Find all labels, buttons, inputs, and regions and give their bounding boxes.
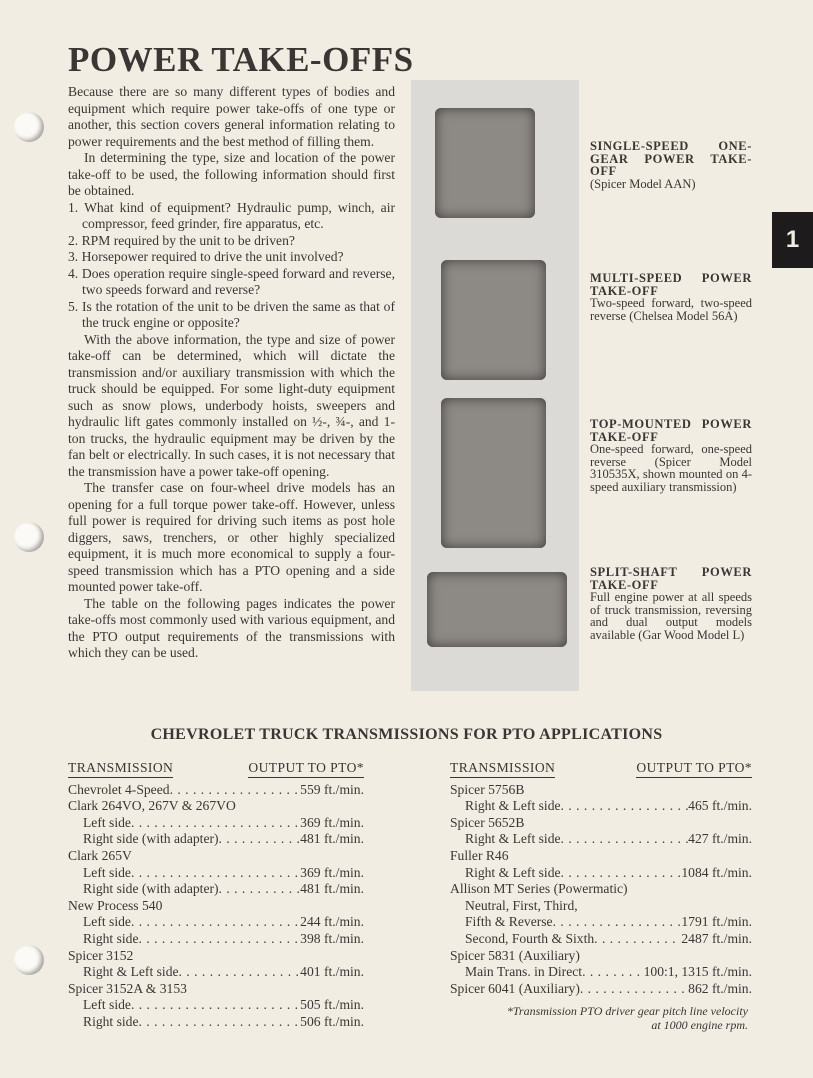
row-output: 505 ft./min. (300, 997, 364, 1013)
dot-leader (219, 831, 301, 848)
table-row (68, 981, 364, 998)
table-row (68, 931, 364, 948)
row-transmission: Spicer 5756B (450, 781, 525, 797)
table-row (450, 798, 752, 815)
row-output: 1084 ft./min. (681, 864, 752, 880)
caption-text: Two-speed forward, two-speed reverse (Chelsea Model 56A) (590, 296, 752, 323)
table-row (450, 815, 752, 832)
row-transmission: Right side (83, 930, 139, 946)
row-transmission: Right side (with adapter) (83, 881, 219, 897)
caption-heading: MULTI-SPEED POWER TAKE-OFF (590, 271, 752, 298)
row-transmission: Main Trans. in Direct (465, 964, 583, 980)
row-output: 862 ft./min. (688, 980, 752, 996)
row-output: 1791 ft./min. (681, 914, 752, 930)
table-row (68, 881, 364, 898)
row-output: 100:1, 1315 ft./min. (643, 964, 752, 980)
header-output: OUTPUT TO PTO* (248, 760, 364, 778)
table-row (450, 782, 752, 799)
dot-leader (131, 815, 300, 832)
table-row (450, 964, 752, 981)
row-transmission: Clark 264VO, 267V & 267VO (68, 798, 236, 814)
caption-text: Full engine power at all speeds of truck transmission, reversing and dual output models available (Gar Wood Model L) (590, 590, 752, 642)
binder-hole (14, 112, 44, 142)
row-output: 481 ft./min. (300, 881, 364, 897)
table-right-column (450, 760, 752, 997)
intro-text (68, 84, 395, 662)
table-title: CHEVROLET TRUCK TRANSMISSIONS FOR PTO APPLICATIONS (150, 726, 663, 743)
caption-text: (Spicer Model AAN) (590, 176, 696, 191)
row-output: 465 ft./min. (688, 798, 752, 814)
row-transmission: Spicer 6041 (Auxiliary) (450, 980, 580, 996)
row-output: 369 ft./min. (300, 814, 364, 830)
paragraph: The transfer case on four-wheel drive models has an opening for a full torque power take-off. However, unless full power is required for driving such items as post hole diggers, saws, trenchers, or other highly specialized equipment, it is much more economical to supply a four-speed transmission which has a PTO opening and a side mounted power take-off. (68, 480, 395, 594)
row-transmission: Spicer 5652B (450, 814, 525, 830)
multi-speed-pto-image (441, 260, 546, 380)
caption-split-shaft (590, 566, 752, 641)
binder-hole (14, 945, 44, 975)
dot-leader (561, 865, 682, 882)
table-footnote (450, 1004, 748, 1032)
table-row (68, 964, 364, 981)
paragraph: The table on the following pages indicates the power take-offs most commonly used with various equipment, and the PTO output requirements of the transmissions with which they can be used. (68, 595, 395, 660)
row-transmission: Right & Left side (83, 964, 179, 980)
list-item: 5. Is the rotation of the unit to be driven the same as that of the truck engine or opposite? (68, 298, 395, 330)
table-row (68, 848, 364, 865)
list-item: 4. Does operation require single-speed forward and reverse, two speeds forward and reverse? (68, 265, 395, 297)
row-transmission: Spicer 3152A & 3153 (68, 980, 187, 996)
pto-photo-panel (411, 80, 579, 691)
row-transmission: Left side (83, 914, 131, 930)
row-transmission: Left side (83, 864, 131, 880)
row-transmission: Right & Left side (465, 798, 561, 814)
row-transmission: Fuller R46 (450, 847, 509, 863)
dot-leader (170, 782, 301, 799)
dot-leader (131, 914, 300, 931)
dot-leader (131, 997, 300, 1014)
row-transmission: Right side (with adapter) (83, 831, 219, 847)
table-row (68, 815, 364, 832)
caption-top-mounted (590, 418, 752, 493)
list-item: 3. Horsepower required to drive the unit involved? (68, 249, 344, 264)
row-transmission: Spicer 5831 (Auxiliary) (450, 947, 580, 963)
row-output: 559 ft./min. (300, 781, 364, 797)
split-shaft-pto-image (427, 572, 567, 647)
dot-leader (179, 964, 301, 981)
table-row (68, 865, 364, 882)
table-row (450, 865, 752, 882)
list-item: 2. RPM required by the unit to be driven? (68, 232, 295, 248)
table-row (450, 948, 752, 965)
header-output: OUTPUT TO PTO* (636, 760, 752, 778)
table-row (68, 898, 364, 915)
dot-leader (553, 914, 682, 931)
top-mounted-pto-image (441, 398, 546, 548)
table-row (450, 898, 752, 915)
footnote-line: at 1000 engine rpm. (651, 1018, 748, 1032)
table-row (68, 948, 364, 965)
caption-heading: SPLIT-SHAFT POWER TAKE-OFF (590, 565, 752, 592)
row-output: 244 ft./min. (300, 914, 364, 930)
dot-leader (580, 981, 688, 998)
paragraph: With the above information, the type and size of power take-off can be determined, which will dictate the transmission and/or auxiliary transmission with which the truck should be equipped. For some light-duty equipment such as snow plows, underbody hoists, sweepers and hydraulic lift gates commonly installed on ½-, ¾-, and 1-ton trucks, the hydraulic equipment may be driven by the fan belt or electrically. In such cases, it is not necessary that the transmission have a power take-off opening. (68, 331, 395, 479)
dot-leader (131, 865, 300, 882)
section-tab: 1 (772, 212, 813, 268)
row-output: 401 ft./min. (300, 964, 364, 980)
row-transmission: Left side (83, 814, 131, 830)
row-output: 506 ft./min. (300, 1013, 364, 1029)
row-transmission: Right & Left side (465, 864, 561, 880)
header-transmission: TRANSMISSION (68, 760, 173, 778)
dot-leader (561, 798, 689, 815)
table-row (68, 831, 364, 848)
table-row (68, 914, 364, 931)
row-transmission: Neutral, First, Third, (465, 897, 578, 913)
row-transmission: Allison MT Series (Powermatic) (450, 881, 628, 897)
table-header (450, 760, 752, 778)
row-output: 369 ft./min. (300, 864, 364, 880)
table-row (450, 981, 752, 998)
table-row (450, 848, 752, 865)
row-transmission: Spicer 3152 (68, 947, 134, 963)
dot-leader (139, 931, 301, 948)
row-transmission: Right & Left side (465, 831, 561, 847)
table-left-column (68, 760, 364, 1031)
table-row (68, 798, 364, 815)
table-row (450, 931, 752, 948)
paragraph: Because there are so many different types of bodies and equipment which require power take-offs of one type or another, this section covers general information relating to power requirements and the best method of filling them. (68, 84, 395, 149)
row-transmission: Chevrolet 4-Speed (68, 781, 170, 797)
row-transmission: Clark 265V (68, 847, 132, 863)
table-row (68, 782, 364, 799)
row-transmission: New Process 540 (68, 897, 163, 913)
header-transmission: TRANSMISSION (450, 760, 555, 778)
table-row (450, 881, 752, 898)
dot-leader (582, 964, 644, 981)
table-row (68, 997, 364, 1014)
dot-leader (561, 831, 689, 848)
table-row (68, 1014, 364, 1031)
row-transmission: Second, Fourth & Sixth (465, 930, 595, 946)
single-speed-pto-image (435, 108, 535, 218)
caption-heading: SINGLE-SPEED ONE-GEAR POWER TAKE-OFF (590, 139, 752, 178)
caption-text: One-speed forward, one-speed reverse (Spicer Model 310535X, shown mounted on 4-speed auxiliary transmission) (590, 442, 752, 494)
footnote-line: *Transmission PTO driver gear pitch line velocity (506, 1004, 748, 1018)
dot-leader (219, 881, 301, 898)
page-title: POWER TAKE-OFFS (68, 40, 414, 79)
row-transmission: Left side (83, 997, 131, 1013)
caption-multi-speed (590, 272, 752, 322)
caption-heading: TOP-MOUNTED POWER TAKE-OFF (590, 417, 752, 444)
paragraph: In determining the type, size and location of the power take-off to be used, the following information should first be obtained. (68, 150, 395, 198)
row-transmission: Fifth & Reverse (465, 914, 553, 930)
row-output: 427 ft./min. (688, 831, 752, 847)
row-output: 2487 ft./min. (681, 930, 752, 946)
row-transmission: Right side (83, 1013, 139, 1029)
row-output: 398 ft./min. (300, 930, 364, 946)
dot-leader (594, 931, 681, 948)
dot-leader (139, 1014, 301, 1031)
table-header (68, 760, 364, 778)
row-output: 481 ft./min. (300, 831, 364, 847)
caption-single-speed (590, 140, 752, 190)
table-row (450, 914, 752, 931)
table-row (450, 831, 752, 848)
binder-hole (14, 522, 44, 552)
list-item: 1. What kind of equipment? Hydraulic pump, winch, air compressor, feed grinder, fire apparatus, etc. (68, 199, 395, 231)
